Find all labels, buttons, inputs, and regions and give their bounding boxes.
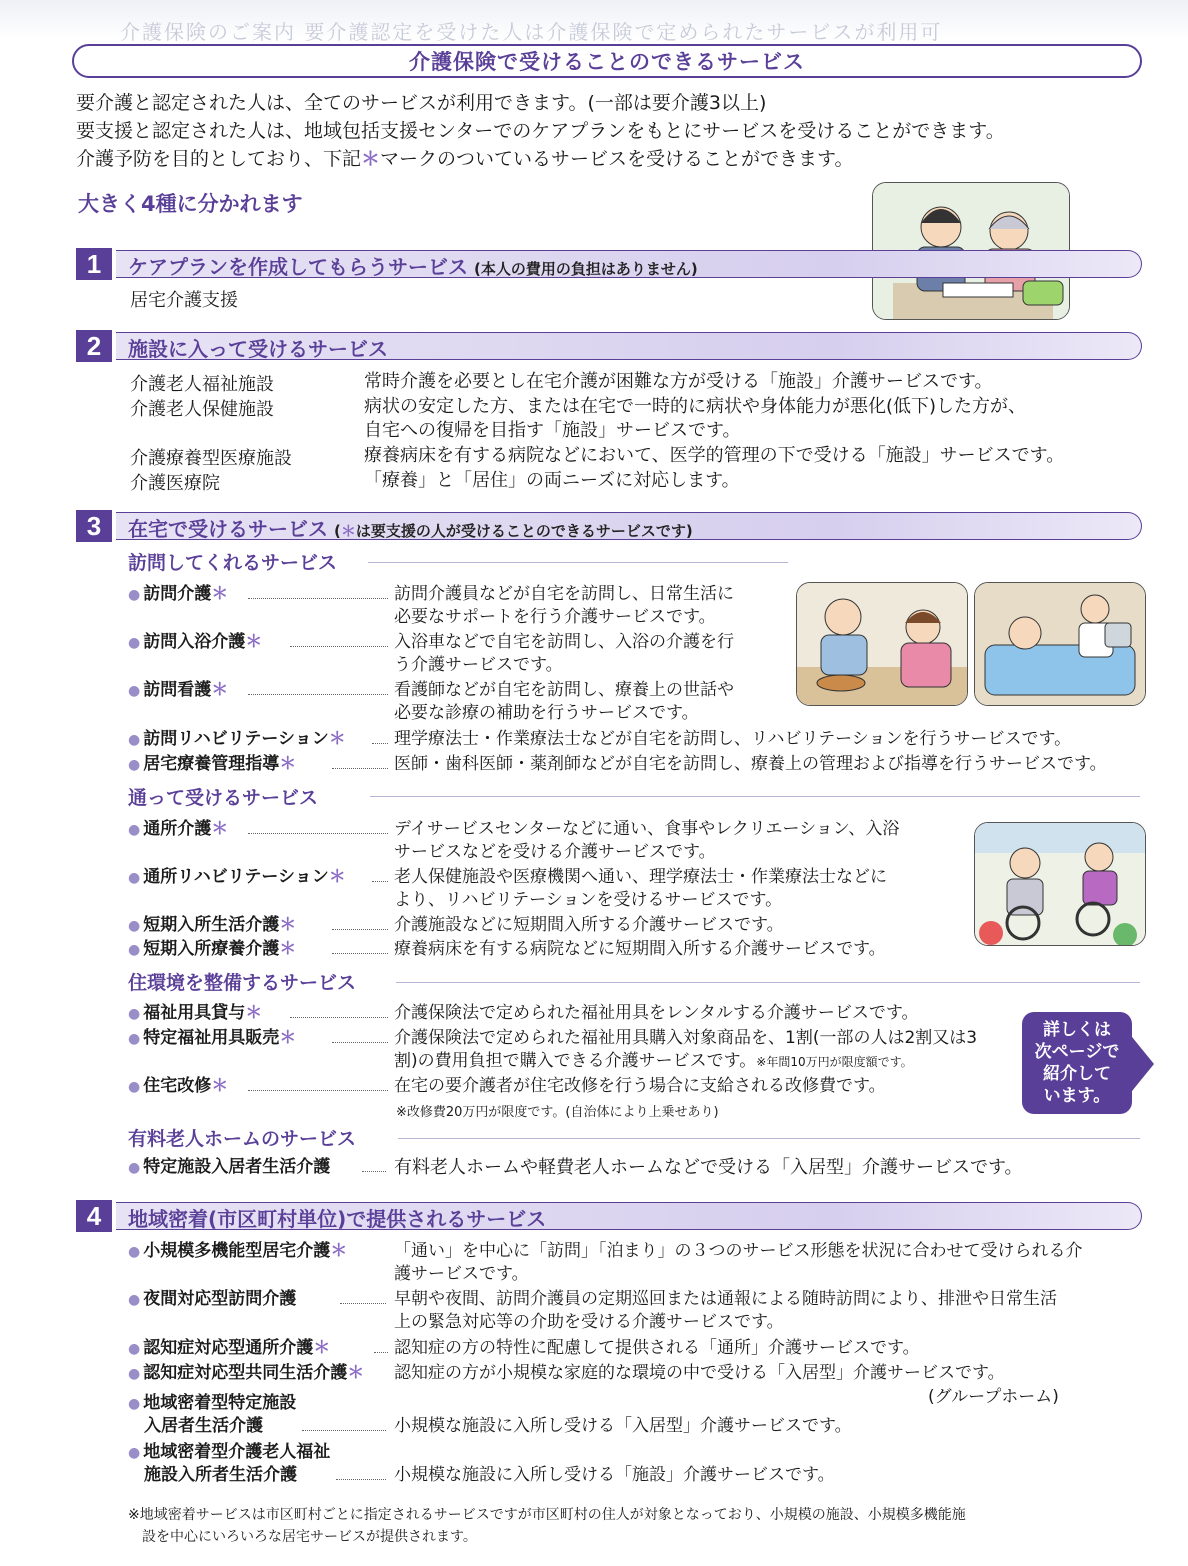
asterisk-mark: ＊ [245,632,263,652]
service-desc: 小規模な施設に入所し受ける「施設」介護サービスです。 [394,1465,835,1485]
intro-line-3-start: 介護予防を目的としており、下記 [76,148,362,170]
leader-line [372,881,388,882]
service-desc: 上の緊急対応等の介助を受ける介護サービスです。 [394,1312,784,1332]
asterisk-mark: ＊ [361,148,381,170]
leader-line [332,953,388,954]
asterisk-mark: ＊ [211,819,229,839]
service-item [128,1441,330,1465]
subcat-visit: 訪問してくれるサービス [128,552,338,574]
arrow-right-icon [1128,1032,1154,1096]
facility-name: 介護老人保健施設 [130,399,274,420]
facility-desc: 常時介護を必要とし在宅介護が困難な方が受ける「施設」介護サービスです。 [364,371,993,392]
service-desc: 老人保健施設や医療機関へ通い、理学療法士・作業療法士などに [394,867,887,887]
section-4-header [76,1200,1142,1230]
service-desc: 認知症の方が小規模な家庭的な環境の中で受ける「入居型」介護サービスです。 [394,1363,1005,1383]
facility-name: 介護療養型医療施設 [130,448,292,469]
bullet-icon: ● [128,1445,141,1461]
callout-line: 紹介して [1043,1064,1111,1084]
asterisk-mark: ＊ [279,939,297,959]
service-desc: 小規模な施設に入所し受ける「入居型」介護サービスです。 [394,1416,852,1436]
asterisk-mark: ＊ [340,522,356,540]
asterisk-mark: ＊ [279,754,297,774]
service-desc: 必要なサポートを行う介護サービスです。 [394,607,716,627]
bullet-icon: ● [128,587,141,603]
see-next-page-callout [1022,1012,1132,1114]
service-name: 通所リハビリテーション [143,867,329,887]
callout-line: います。 [1043,1086,1111,1106]
bullet-icon: ● [128,683,141,699]
leader-line [362,1171,386,1172]
service-name-line-2 [144,1415,263,1438]
subcat-commute: 通って受けるサービス [128,787,319,809]
service-desc: 入浴車などで自宅を訪問し、入浴の介護を行 [394,632,734,652]
section-3-header [76,510,1142,540]
callout-line: 詳しくは [1043,1020,1111,1040]
facility-desc: 療養病床を有する病院などにおいて、医学的管理の下で受ける「施設」サービスです。 [364,445,1065,466]
leader-line [248,1090,388,1091]
subcat-divider [370,796,1140,797]
service-item [128,1075,228,1099]
service-name: 福祉用具貸与 [143,1003,246,1023]
asterisk-mark: ＊ [328,867,346,887]
service-name: 短期入所療養介護 [143,939,280,959]
facility-name: 介護医療院 [130,473,220,494]
bullet-icon: ● [128,757,141,773]
service-desc: 早朝や夜間、訪問介護員の定期巡回または通報による随時訪問により、排泄や日常生活 [394,1289,1057,1309]
facility-name: 介護老人福祉施設 [130,374,274,395]
service-desc: 介護施設などに短期間入所する介護サービスです。 [394,915,784,935]
service-desc-text: 割)の費用負担で購入できる介護サービスです。 [394,1051,757,1071]
service-item [128,1240,347,1264]
leader-line [332,1042,388,1043]
service-item [128,753,296,777]
service-name: 夜間対応型訪問介護 [143,1289,297,1309]
intro-line-2: 要支援と認定された人は、地域包括支援センターでのケアプランをもとにサービスを受けることができます。 [76,120,1005,142]
leader-line [374,1352,388,1353]
service-name: 住宅改修 [143,1076,212,1096]
asterisk-mark: ＊ [279,915,297,935]
leader-line [336,1479,386,1480]
bleed-through-header [0,0,1188,44]
asterisk-mark: ＊ [279,1028,297,1048]
footnote [128,1504,966,1548]
service-desc-note: (グループホーム) [928,1387,1059,1407]
day-service-drawing [975,823,1145,945]
leader-line [332,929,388,930]
section-3-note-open: ( [334,522,341,540]
leader-line [248,694,388,695]
service-name: 入居者生活介護 [144,1416,263,1436]
section-3-note [334,522,693,540]
service-desc: 理学療法士・作業療法士などが自宅を訪問し、リハビリテーションを行うサービスです。 [394,729,1072,749]
callout-line: 次ページで [1034,1042,1120,1062]
bullet-icon: ● [128,1292,141,1308]
service-item [128,1392,296,1416]
service-item [128,1288,296,1312]
subcat-home: 有料老人ホームのサービス [128,1128,357,1150]
facility-desc: 「療養」と「居住」の両ニーズに対応します。 [364,470,740,491]
service-name: 訪問リハビリテーション [143,729,329,749]
service-name: 短期入所生活介護 [143,915,280,935]
day-service-illustration [974,822,1146,946]
service-name: 認知症対応型通所介護 [143,1338,314,1358]
bullet-icon: ● [128,1006,141,1022]
section-4-heading: 地域密着(市区町村単位)で提供されるサービス [128,1207,547,1231]
section-3-heading: 在宅で受けるサービス [128,517,328,541]
footnote-line-2: 設を中心にいろいろな居宅サービスが提供されます。 [142,1529,477,1545]
subcat-divider [398,1138,1140,1139]
service-desc: 護サービスです。 [394,1264,529,1284]
service-name: 居宅療養管理指導 [143,754,280,774]
service-name: 地域密着型介護老人福祉 [143,1442,331,1462]
service-desc: 介護保険法で定められた福祉用具購入対象商品を、1割(一部の人は2割又は3 [394,1028,978,1048]
asterisk-mark: ＊ [347,1363,365,1383]
section-2-heading: 施設に入って受けるサービス [128,337,388,361]
section-1-number: 1 [76,248,112,280]
service-item [128,728,346,752]
service-name: 特定施設入居者生活介護 [143,1157,331,1177]
bullet-icon: ● [128,1341,141,1357]
section-3-number: 3 [76,510,112,542]
home-care-illustration [796,582,968,706]
service-name: 施設入所者生活介護 [144,1465,297,1485]
service-desc: 療養病床を有する病院などに短期間入所する介護サービスです。 [394,939,886,959]
bullet-icon: ● [128,1079,141,1095]
section-1-note: (本人の費用の負担はありません) [474,260,698,278]
home-care-drawing [797,583,967,705]
asterisk-mark: ＊ [211,1076,229,1096]
section-1-heading-wrap [128,251,698,280]
bullet-icon: ● [128,1366,141,1382]
bleed-text: 介護保険のご案内 要介護認定を受けた人は介護保険で定められたサービスが利用可 [120,20,943,44]
service-item [128,1156,330,1180]
service-desc: サービスなどを受ける介護サービスです。 [394,842,716,862]
section-1-heading: ケアプランを作成してもらうサービス [128,255,468,279]
service-item [128,583,228,607]
service-item [128,679,228,703]
service-desc: う介護サービスです。 [394,655,563,675]
service-desc: 「通い」を中心に「訪問」「泊まり」の３つのサービス形態を状況に合わせて受けられる介 [394,1241,1083,1261]
bathing-illustration [974,582,1146,706]
subcat-divider [368,562,788,563]
section-4-number: 4 [76,1200,112,1232]
section-3-note-rest: は要支援の人が受けることのできるサービスです) [355,522,693,540]
asterisk-mark: ＊ [330,1241,348,1261]
bullet-icon: ● [128,635,141,651]
service-item [128,1337,330,1361]
service-name: 小規模多機能型居宅介護 [143,1241,331,1261]
bullet-icon: ● [128,1244,141,1260]
section-2-header [76,330,1142,360]
bullet-icon: ● [128,822,141,838]
service-name: 訪問介護 [143,584,212,604]
four-kinds-heading: 大きく4種に分かれます [78,192,303,216]
footnote-line-1: ※地域密着サービスは市区町村ごとに指定されるサービスですが市区町村の住人が対象となっており、小規模の施設、小規模多機能施 [128,1507,966,1523]
service-desc: デイサービスセンターなどに通い、食事やレクリエーション、入浴 [394,819,900,839]
intro-line-3 [76,146,854,173]
service-desc-note: ※年間10万円が限度額です。 [756,1055,913,1069]
service-name: 通所介護 [143,819,212,839]
service-name: 認知症対応型共同生活介護 [143,1363,348,1383]
leader-line [332,768,388,769]
service-desc: 認知症の方の特性に配慮して提供される「通所」介護サービスです。 [394,1338,920,1358]
asterisk-mark: ＊ [211,584,229,604]
bullet-icon: ● [128,918,141,934]
service-item [128,818,228,842]
leader-line [248,833,388,834]
service-desc: 有料老人ホームや軽費老人ホームなどで受ける「入居型」介護サービスです。 [394,1157,1023,1178]
leader-line [290,1017,388,1018]
bullet-icon: ● [128,1160,141,1176]
service-desc: 医師・歯科医師・薬剤師などが自宅を訪問し、療養上の管理および指導を行うサービスです。 [394,754,1107,774]
asterisk-mark: ＊ [211,680,229,700]
leader-line [340,1303,386,1304]
subcat-divider [396,982,1140,983]
bathing-drawing [975,583,1145,705]
bullet-icon: ● [128,942,141,958]
service-item [128,631,262,655]
leader-line [248,598,388,599]
service-desc: 介護保険法で定められた福祉用具をレンタルする介護サービスです。 [394,1003,919,1023]
service-desc: 訪問介護員などが自宅を訪問し、日常生活に [394,584,734,604]
section-1-item: 居宅介護支援 [130,290,238,311]
service-item [128,866,346,890]
service-note: ※改修費20万円が限度です。(自治体により上乗せあり) [396,1105,719,1120]
bullet-icon: ● [128,1031,141,1047]
service-desc: より、リハビリテーションを受けるサービスです。 [394,890,783,910]
leader-line [290,646,388,647]
facility-desc: 病状の安定した方、または在宅で一時的に病状や身体能力が悪化(低下)した方が、 [364,396,1027,417]
intro-line-1: 要介護と認定された人は、全てのサービスが利用できます。(一部は要介護3以上) [76,92,767,114]
service-desc: 必要な診療の補助を行うサービスです。 [394,703,699,723]
page-title: 介護保険で受けることのできるサービス [72,44,1142,78]
service-desc: 看護師などが自宅を訪問し、療養上の世話や [394,680,734,700]
intro-line-3-end: マークのついているサービスを受けることができます。 [380,148,854,170]
section-3-heading-wrap [128,513,693,542]
service-name: 訪問看護 [143,680,212,700]
service-name: 訪問入浴介護 [143,632,246,652]
service-desc: 在宅の要介護者が住宅改修を行う場合に支給される改修費です。 [394,1076,886,1096]
service-item [128,938,296,962]
service-item [128,1027,296,1051]
leader-line [372,743,388,744]
bullet-icon: ● [128,732,141,748]
bullet-icon: ● [128,870,141,886]
facility-desc: 自宅への復帰を目指す「施設」サービスです。 [364,420,741,441]
service-item [128,1002,262,1026]
section-2-number: 2 [76,330,112,362]
asterisk-mark: ＊ [245,1003,263,1023]
service-desc-2 [394,1050,913,1074]
section-1-header [76,248,1142,278]
service-name: 地域密着型特定施設 [143,1393,297,1413]
service-item [128,914,296,938]
asterisk-mark: ＊ [313,1338,331,1358]
service-name: 特定福祉用具販売 [143,1028,280,1048]
subcat-environment: 住環境を整備するサービス [128,972,357,994]
leader-line [302,1430,386,1431]
asterisk-mark: ＊ [328,729,346,749]
service-name-line-2 [144,1464,297,1487]
bullet-icon: ● [128,1396,141,1412]
service-item [128,1362,364,1386]
